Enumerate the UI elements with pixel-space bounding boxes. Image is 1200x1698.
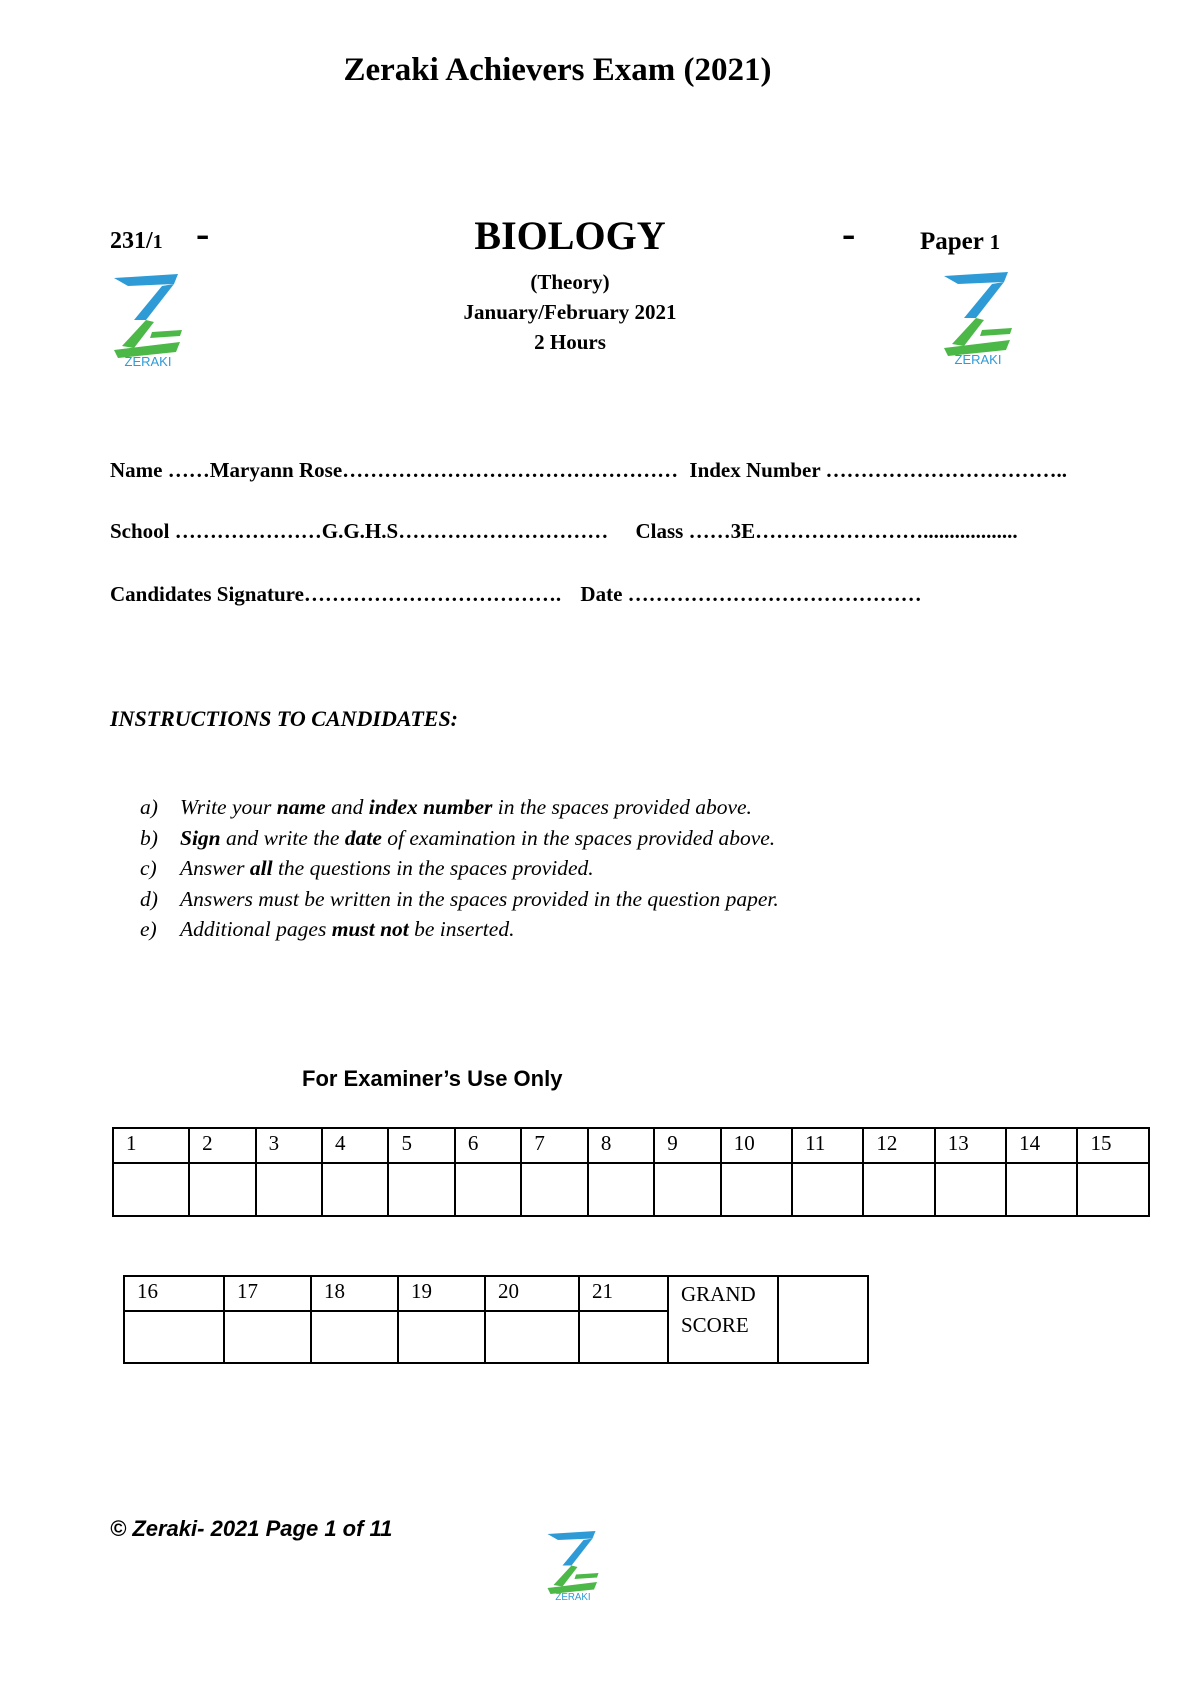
question-score-cell[interactable]	[654, 1163, 720, 1216]
question-score-cell[interactable]	[388, 1163, 454, 1216]
zeraki-logo-left	[108, 270, 188, 366]
question-number-cell: 1	[113, 1128, 189, 1163]
question-number-cell: 9	[654, 1128, 720, 1163]
instruction-item	[140, 795, 779, 826]
instruction-text: the questions in the spaces provided.	[272, 856, 594, 880]
paper-label: Paper	[920, 228, 990, 255]
question-number-cell: 19	[398, 1276, 485, 1311]
question-number-cell: 6	[455, 1128, 521, 1163]
exam-title: Zeraki Achievers Exam (2021)	[343, 52, 772, 88]
paper-mode: (Theory)	[530, 270, 610, 294]
question-score-cell[interactable]	[579, 1311, 668, 1363]
signature-field[interactable]: ……………………………….	[303, 582, 562, 606]
question-number-cell: 4	[322, 1128, 388, 1163]
question-number-cell: 11	[792, 1128, 863, 1163]
question-number-cell: 15	[1077, 1128, 1149, 1163]
question-score-cell[interactable]	[1077, 1163, 1149, 1216]
instruction-emphasis: name	[276, 795, 326, 819]
zeraki-logo-footer	[543, 1528, 603, 1600]
instruction-letter: e)	[140, 917, 157, 941]
school-row	[110, 519, 1018, 544]
score-table-1-header-row	[113, 1128, 1149, 1163]
grand-score-value-cell[interactable]	[778, 1276, 868, 1363]
instruction-text: Answer	[180, 856, 250, 880]
question-score-cell[interactable]	[455, 1163, 521, 1216]
instruction-letter: b)	[140, 825, 158, 850]
grand-score-label-line-1: GRAND	[681, 1282, 756, 1306]
class-field[interactable]: ……3E……………………..................	[688, 519, 1018, 543]
question-score-cell[interactable]	[792, 1163, 863, 1216]
index-number-field[interactable]: ……………………………..	[825, 458, 1068, 482]
instruction-emphasis: date	[344, 825, 382, 850]
question-number-cell: 3	[256, 1128, 322, 1163]
zeraki-logo-icon	[543, 1528, 603, 1600]
question-score-cell[interactable]	[588, 1163, 654, 1216]
zeraki-logo-footer-text: ZERAKI	[555, 1592, 591, 1600]
score-table-1	[112, 1127, 1150, 1217]
paper-code-suffix: 1	[152, 231, 163, 253]
zeraki-logo-right	[938, 268, 1018, 364]
instruction-text: Answers must be written in the spaces provided in the question paper.	[180, 886, 779, 911]
zeraki-logo-left-text: ZERAKI	[124, 354, 172, 366]
paper-code-main: 231/	[110, 228, 153, 254]
instruction-text: of examination in the spaces provided above.	[381, 825, 776, 850]
examiner-heading: For Examiner’s Use Only	[302, 1066, 563, 1091]
score-table-1-score-row	[113, 1163, 1149, 1216]
paper-number-value: 1	[989, 230, 1001, 254]
question-score-cell[interactable]	[398, 1311, 485, 1363]
date-label: Date	[580, 582, 623, 606]
zeraki-logo-right-text: ZERAKI	[954, 352, 1002, 364]
question-number-cell: 21	[579, 1276, 668, 1311]
question-number-cell: 18	[311, 1276, 398, 1311]
grand-score-label	[668, 1276, 778, 1363]
instruction-emphasis: index number	[368, 795, 493, 819]
question-score-cell[interactable]	[189, 1163, 255, 1216]
instructions-list	[140, 795, 779, 948]
question-number-cell: 2	[189, 1128, 255, 1163]
question-number-cell: 17	[224, 1276, 311, 1311]
instruction-letter: a)	[140, 795, 158, 819]
instruction-item	[140, 917, 779, 948]
question-number-cell: 8	[588, 1128, 654, 1163]
instruction-text: and	[325, 795, 369, 819]
name-field[interactable]: ……Maryann Rose…………………………………………	[167, 458, 679, 482]
question-score-cell[interactable]	[521, 1163, 587, 1216]
question-score-cell[interactable]	[256, 1163, 322, 1216]
question-score-cell[interactable]	[935, 1163, 1006, 1216]
instruction-emphasis: all	[249, 856, 273, 880]
zeraki-logo-icon	[108, 270, 188, 366]
question-number-cell: 20	[485, 1276, 579, 1311]
question-number-cell: 12	[863, 1128, 934, 1163]
instruction-item	[140, 887, 779, 918]
instruction-letter: d)	[140, 886, 158, 911]
class-label: Class	[635, 519, 684, 543]
instruction-text: Write your	[180, 795, 277, 819]
instruction-item	[140, 856, 779, 887]
zeraki-logo-icon	[938, 268, 1018, 364]
question-score-cell[interactable]	[311, 1311, 398, 1363]
question-number-cell: 5	[388, 1128, 454, 1163]
question-score-cell[interactable]	[322, 1163, 388, 1216]
score-table-2	[123, 1275, 869, 1364]
instruction-emphasis: Sign	[180, 825, 221, 850]
question-score-cell[interactable]	[124, 1311, 224, 1363]
question-score-cell[interactable]	[485, 1311, 579, 1363]
instruction-letter: c)	[140, 856, 157, 880]
question-number-cell: 13	[935, 1128, 1006, 1163]
instruction-item	[140, 826, 779, 857]
name-label: Name	[110, 458, 163, 482]
school-field[interactable]: …………………G.G.H.S…………………………	[174, 519, 609, 543]
question-score-cell[interactable]	[863, 1163, 934, 1216]
question-score-cell[interactable]	[113, 1163, 189, 1216]
paper-code	[110, 228, 163, 255]
score-table-2-header-row	[124, 1276, 868, 1311]
instruction-text: in the spaces provided above.	[492, 795, 752, 819]
paper-number	[920, 228, 1000, 256]
subject-title: BIOLOGY	[474, 213, 666, 258]
question-score-cell[interactable]	[224, 1311, 311, 1363]
signature-label: Candidates Signature	[110, 582, 304, 606]
school-label: School	[110, 519, 170, 543]
question-number-cell: 14	[1006, 1128, 1077, 1163]
question-number-cell: 16	[124, 1276, 224, 1311]
instruction-emphasis: must not	[331, 917, 409, 941]
question-score-cell[interactable]	[721, 1163, 792, 1216]
instructions-heading: INSTRUCTIONS TO CANDIDATES:	[110, 706, 459, 731]
instruction-text: be inserted.	[408, 917, 515, 941]
grand-score-label-line-2: SCORE	[681, 1313, 749, 1337]
header-dash-right: -	[842, 211, 856, 256]
instruction-text: and write the	[220, 825, 345, 850]
question-score-cell[interactable]	[1006, 1163, 1077, 1216]
paper-session: January/February 2021	[463, 300, 677, 324]
question-number-cell: 10	[721, 1128, 792, 1163]
header-dash-left: -	[196, 211, 210, 256]
signature-row	[110, 582, 922, 607]
name-row	[110, 458, 1067, 483]
instruction-text: Additional pages	[180, 917, 332, 941]
paper-duration: 2 Hours	[534, 330, 606, 354]
index-number-label: Index Number	[689, 458, 821, 482]
date-field[interactable]: ……………………………………	[627, 582, 922, 606]
page-footer: © Zeraki- 2021 Page 1 of 11	[110, 1516, 393, 1541]
question-number-cell: 7	[521, 1128, 587, 1163]
